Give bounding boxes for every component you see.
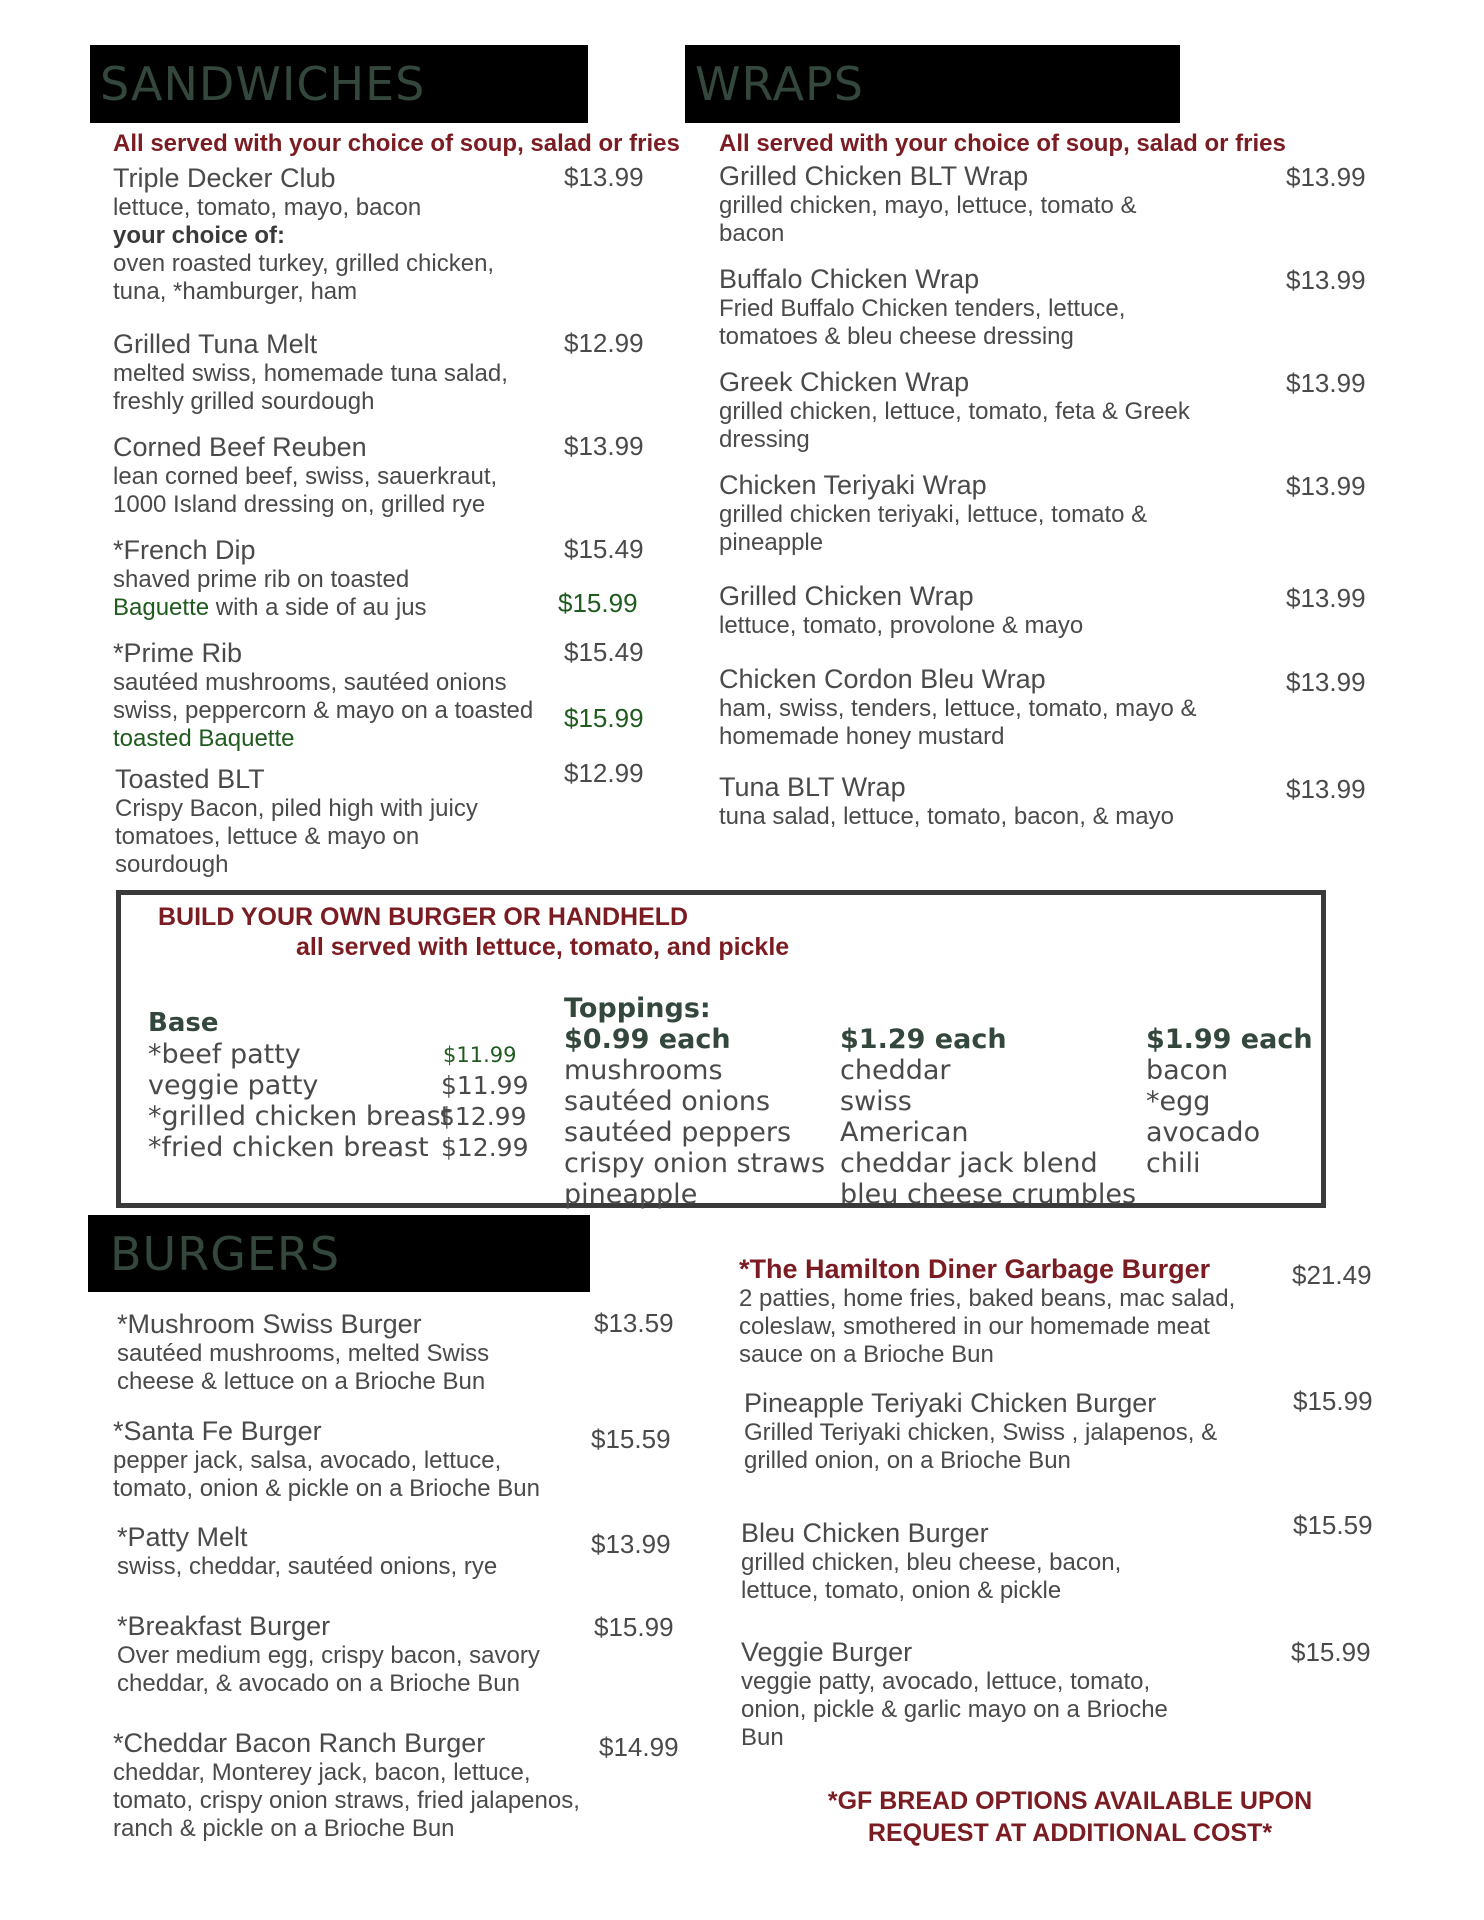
item-price: $15.59 — [1293, 1510, 1373, 1540]
item-desc: grilled chicken teriyaki, lettuce, tomato & pineapple — [719, 501, 1148, 556]
burger-item — [113, 1415, 583, 1503]
item-desc: Over medium egg, crispy bacon, savory cheddar, & avocado on a Brioche Bun — [117, 1642, 540, 1697]
topping: sautéed onions — [564, 1086, 771, 1117]
burger-item — [117, 1308, 557, 1396]
item-desc: melted swiss, homemade tuna salad, freshly grilled sourdough — [113, 360, 508, 415]
item-price: $12.99 — [564, 328, 644, 358]
burgers-title: BURGERS — [110, 1226, 341, 1281]
item-price: $13.99 — [1286, 471, 1366, 501]
base-price: $11.99 — [443, 1043, 517, 1067]
topping: pineapple — [564, 1179, 698, 1210]
base-price: $11.99 — [441, 1071, 529, 1100]
gf-notice-line: REQUEST AT ADDITIONAL COST* — [867, 1819, 1273, 1847]
item-desc: swiss, cheddar, sautéed onions, rye — [117, 1553, 498, 1580]
choice-label: your choice of: — [113, 222, 286, 249]
item-name: Chicken Cordon Bleu Wrap — [719, 664, 1046, 694]
item-name: *Patty Melt — [117, 1522, 248, 1552]
wrap-item — [719, 160, 1199, 248]
toppings-label: Toppings: — [564, 993, 711, 1024]
base-price: $12.99 — [441, 1133, 529, 1162]
item-name: *Breakfast Burger — [117, 1611, 331, 1641]
tier-price-label: $0.99 each — [564, 1024, 731, 1055]
wrap-item — [719, 663, 1199, 751]
item-price: $15.99 — [1291, 1637, 1371, 1667]
item-desc: Crispy Bacon, piled high with juicy tomatoes, lettuce & mayo on sourdough — [115, 795, 478, 878]
item-desc: tuna salad, lettuce, tomato, bacon, & mayo — [719, 803, 1174, 830]
item-desc: pepper jack, salsa, avocado, lettuce, tomato, onion & pickle on a Brioche Bun — [113, 1447, 540, 1502]
item-name: Grilled Tuna Melt — [113, 329, 318, 359]
item-desc: lean corned beef, swiss, sauerkraut, 1000 Island dressing on, grilled rye — [113, 463, 498, 518]
item-desc: Fried Buffalo Chicken tenders, lettuce, tomatoes & bleu cheese dressing — [719, 295, 1126, 350]
tier-price-label: $1.29 each — [840, 1024, 1007, 1055]
item-desc: grilled chicken, lettuce, tomato, feta & Greek dressing — [719, 398, 1190, 453]
item-name: Grilled Chicken BLT Wrap — [719, 161, 1029, 191]
base-option: *fried chicken breast — [148, 1132, 429, 1163]
item-price: $13.99 — [1286, 162, 1366, 192]
item-name: Greek Chicken Wrap — [719, 367, 970, 397]
menu-item-triple-decker-club — [113, 162, 553, 306]
item-name: Pineapple Teriyaki Chicken Burger — [744, 1388, 1157, 1418]
item-price-alt: $15.99 — [558, 588, 638, 618]
menu-item-corned-beef-reuben — [113, 431, 553, 519]
base-label: Base — [148, 1008, 219, 1038]
item-price: $13.99 — [1286, 583, 1366, 613]
item-price: $12.99 — [564, 758, 644, 788]
wraps-banner — [685, 45, 1180, 123]
item-desc: lettuce, tomato, mayo, bacon — [113, 194, 422, 221]
item-name: Bleu Chicken Burger — [741, 1518, 989, 1548]
topping: chili — [1146, 1148, 1201, 1179]
topping: cheddar jack blend — [840, 1148, 1098, 1179]
item-price: $13.99 — [1286, 667, 1366, 697]
item-price: $13.99 — [564, 162, 644, 192]
item-price: $13.99 — [564, 431, 644, 461]
wrap-item — [719, 263, 1199, 351]
menu-item-french-dip — [113, 534, 553, 622]
item-price: $21.49 — [1292, 1260, 1372, 1290]
item-desc: oven roasted turkey, grilled chicken, tuna, *hamburger, ham — [113, 250, 495, 305]
toppings-tier2 — [840, 1024, 1136, 1210]
item-desc: cheddar, Monterey jack, bacon, lettuce, tomato, crispy onion straws, fried jalapenos, ranch & pickle on a Brioche Bun — [113, 1759, 580, 1842]
item-desc: veggie patty, avocado, lettuce, tomato, onion, pickle & garlic mayo on a Brioche Bun — [741, 1668, 1168, 1751]
item-price: $15.59 — [591, 1424, 671, 1454]
topping: American — [840, 1117, 969, 1148]
base-price: $12.99 — [439, 1102, 527, 1131]
menu-item-prime-rib — [113, 637, 553, 753]
gf-notice — [790, 1785, 1350, 1849]
toppings-tier3 — [1146, 1024, 1313, 1179]
topping: bacon — [1146, 1055, 1229, 1086]
sandwiches-banner — [90, 45, 588, 123]
sandwiches-subtitle: All served with your choice of soup, salad or fries — [113, 130, 680, 157]
item-price: $15.99 — [1293, 1386, 1373, 1416]
item-price: $13.99 — [1286, 774, 1366, 804]
burger-item — [741, 1636, 1211, 1752]
item-price: $13.99 — [591, 1529, 671, 1559]
item-name: *Prime Rib — [113, 638, 243, 668]
topping: *egg — [1146, 1086, 1211, 1117]
burger-item — [117, 1521, 557, 1581]
menu-item-toasted-blt — [115, 763, 535, 879]
item-price: $13.99 — [1286, 368, 1366, 398]
item-name: *Santa Fe Burger — [113, 1416, 322, 1446]
wraps-title: WRAPS — [695, 57, 864, 111]
build-subtitle: all served with lettuce, tomato, and pickle — [296, 933, 790, 961]
item-price: $13.59 — [594, 1308, 674, 1338]
topping: cheddar — [840, 1055, 951, 1086]
item-desc: sautéed mushrooms, sautéed onions swiss, peppercorn & mayo on a toasted — [113, 669, 534, 724]
item-desc: grilled chicken, mayo, lettuce, tomato & bacon — [719, 192, 1137, 247]
item-name: *Mushroom Swiss Burger — [117, 1309, 422, 1339]
wrap-item — [719, 580, 1199, 640]
item-name: *French Dip — [113, 535, 256, 565]
gf-notice-line: *GF BREAD OPTIONS AVAILABLE UPON — [827, 1787, 1313, 1815]
item-price: $14.99 — [599, 1732, 679, 1762]
item-name: Corned Beef Reuben — [113, 432, 367, 462]
burgers-banner — [88, 1215, 590, 1292]
item-desc: lettuce, tomato, provolone & mayo — [719, 612, 1084, 639]
burger-item — [117, 1610, 577, 1698]
item-price: $15.49 — [564, 534, 644, 564]
build-title: BUILD YOUR OWN BURGER OR HANDHELD — [158, 903, 689, 931]
topping: avocado — [1146, 1117, 1261, 1148]
wrap-item — [719, 366, 1199, 454]
item-desc: ham, swiss, tenders, lettuce, tomato, mayo & homemade honey mustard — [719, 695, 1197, 750]
wrap-item — [719, 469, 1199, 557]
item-name: Tuna BLT Wrap — [719, 772, 906, 802]
burger-item — [741, 1517, 1181, 1605]
item-desc: shaved prime rib on toasted — [113, 566, 410, 593]
wraps-subtitle: All served with your choice of soup, salad or fries — [719, 130, 1286, 157]
topping: swiss — [840, 1086, 912, 1117]
topping: crispy onion straws — [564, 1148, 826, 1179]
base-option: *grilled chicken breast — [148, 1101, 452, 1132]
item-name: Veggie Burger — [741, 1637, 913, 1667]
base-option: *beef patty — [148, 1039, 301, 1070]
item-price: $15.49 — [564, 637, 644, 667]
burger-item — [739, 1253, 1239, 1369]
topping: sautéed peppers — [564, 1117, 792, 1148]
item-desc: 2 patties, home fries, baked beans, mac salad, coleslaw, smothered in our homemade meat sauce on a Brioche Bun — [739, 1285, 1236, 1368]
topping: mushrooms — [564, 1055, 723, 1086]
item-name: Grilled Chicken Wrap — [719, 581, 974, 611]
burger-item — [113, 1727, 613, 1843]
burger-item — [744, 1387, 1234, 1475]
item-desc-highlight: toasted Baquette — [113, 725, 295, 752]
item-name: *Cheddar Bacon Ranch Burger — [113, 1728, 486, 1758]
item-desc: Grilled Teriyaki chicken, Swiss , jalapenos, & grilled onion, on a Brioche Bun — [744, 1419, 1218, 1474]
tier-price-label: $1.99 each — [1146, 1024, 1313, 1055]
sandwiches-title: SANDWICHES — [100, 57, 426, 111]
item-desc-highlight: Baguette — [113, 594, 210, 621]
wrap-item — [719, 771, 1239, 831]
menu-item-grilled-tuna-melt — [113, 328, 553, 416]
item-desc: sautéed mushrooms, melted Swiss cheese & lettuce on a Brioche Bun — [117, 1340, 490, 1395]
item-name: Toasted BLT — [115, 764, 265, 794]
item-name: Buffalo Chicken Wrap — [719, 264, 980, 294]
item-name: Chicken Teriyaki Wrap — [719, 470, 987, 500]
item-name: *The Hamilton Diner Garbage Burger — [739, 1254, 1211, 1284]
item-desc: grilled chicken, bleu cheese, bacon, lettuce, tomato, onion & pickle — [741, 1549, 1122, 1604]
base-column — [148, 1008, 451, 1163]
item-price-alt: $15.99 — [564, 703, 644, 733]
base-option: veggie patty — [148, 1070, 319, 1101]
item-name: Triple Decker Club — [113, 163, 336, 193]
item-price: $13.99 — [1286, 265, 1366, 295]
topping: bleu cheese crumbles — [840, 1179, 1137, 1210]
item-price: $15.99 — [594, 1612, 674, 1642]
item-desc: with a side of au jus — [209, 594, 427, 621]
toppings-tier1 — [564, 993, 825, 1210]
